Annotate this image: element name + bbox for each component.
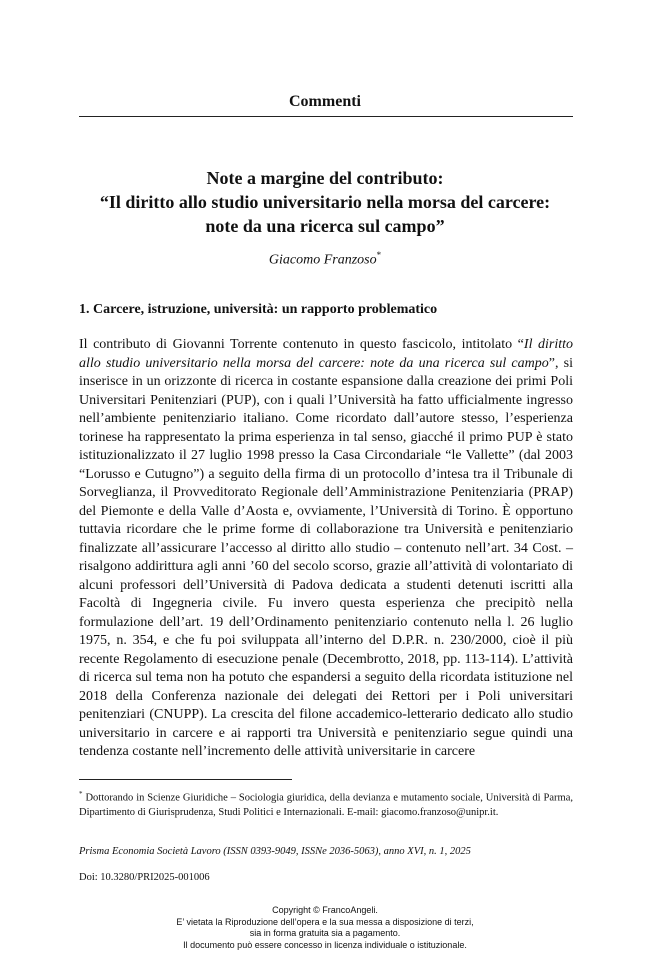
title-line-2: “Il diritto allo studio universitario nella morsa del carcere: (99, 192, 551, 212)
copyright-line-2: E’ vietata la Riproduzione dell’opera e la sua messa a disposizione di terzi, (176, 916, 474, 927)
article-title (60, 166, 590, 238)
author-name: Giacomo Franzoso (268, 252, 377, 268)
author-line (0, 250, 650, 269)
doi: Doi: 10.3280/PRI2025-001006 (79, 872, 210, 883)
section-label: Commenti (289, 93, 361, 110)
footnote-text: Dottorando in Scienze Giuridiche – Sociologia giuridica, della devianza e mutamento sociale, Università di Parma, Dipartimento di Giurisprudenza, Studi Politici e Internazionali. E-mail: giacomo.franzoso@unipr.it. (79, 792, 573, 818)
journal-info: Prisma Economia Società Lavoro (ISSN 0393-9049, ISSNe 2036-5063), anno XVI, n. 1, 2025 (79, 846, 471, 857)
paragraph-rest: ”, si inserisce in un orizzonte di ricerca in costante espansione dalla creazione dei primi Poli Universitari Penitenziari (PUP), con i quali l’Università ha fatto ufficialmente ingresso nell’ambiente penitenziario italiano. Come ricordato dall’autore stesso, l’esperienza torinese ha rappresentato la prima esperienza in tal senso, giacché il primo PUP è stato istituzionalizzato il 27 luglio 1998 presso la Casa Circondariale “le Vallette” (dal 2003 “Lorusso e Cutugno”) a seguito della firma di un protocollo d’intesa tra il Tribunale di Sorveglianza, il Provveditorato Regionale dell’Amministrazione Penitenziaria (PRAP) del Piemonte e della Valle d’Aosta e, ovviamente, l’Università di Torino. È opportuno tuttavia ricordare che le prime forme di collaborazione tra Università e penitenziario finalizzate all’assicurare l’accesso al diritto allo studio – contenuto nell’art. 34 Cost. – risalgono addirittura agli anni ’60 del secolo scorso, grazie all’attività di volontariato di alcuni professori dell’Università di Padova dedicata a studenti detenuti iscritti alla Facoltà di Ingegneria civile. Fu invero questa esperienza che precipitò nella formulazione dell’art. 19 dell’Ordinamento penitenziario contenuto nella l. 26 luglio 1975, n. 354, e che fu poi sviluppata all’interno del D.P.R. n. 230/2000, cioè il più recente Regolamento di esecuzione penale (Decembrotto, 2018, pp. 113-114). L’attività di ricerca sul tema non ha potuto che espandersi a seguito della ricordata istituzione nel 2018 della Conferenza nazionale dei delegati dei Rettori per i Poli universitari penitenziari (CNUPP). La crescita del filone accademico-letterario dedicato allo studio universitario in carcere e ai rapporti tra Università e penitenziario segue quindi una tendenza costante nell’incremento delle attività universitarie in carcere (79, 355, 573, 759)
footnote (79, 787, 573, 820)
cited-title: Il diritto allo studio universitario nella morsa del carcere: note da una ricerca sul campo (79, 337, 574, 371)
paragraph-start: Il contributo di Giovanni Torrente contenuto in questo fascicolo, intitolato “ (79, 337, 524, 352)
author-footnote-mark: * (376, 250, 382, 260)
title-line-1: Note a margine del contributo: (206, 168, 444, 188)
title-line-3: note da una ricerca sul campo” (205, 216, 445, 236)
copyright-line-1: Copyright © FrancoAngeli. (272, 905, 378, 915)
footnote-divider (79, 779, 292, 780)
footnote-mark: * (79, 790, 83, 798)
section-heading: 1. Carcere, istruzione, università: un rapporto problematico (79, 302, 438, 317)
copyright-line-4: Il documento può essere concesso in licenza individuale o istituzionale. (183, 939, 467, 950)
header-divider (79, 116, 573, 117)
copyright-line-3: sia in forma gratuita sia a pagamento. (249, 928, 401, 938)
copyright-notice (0, 905, 650, 951)
body-paragraph (79, 336, 573, 762)
